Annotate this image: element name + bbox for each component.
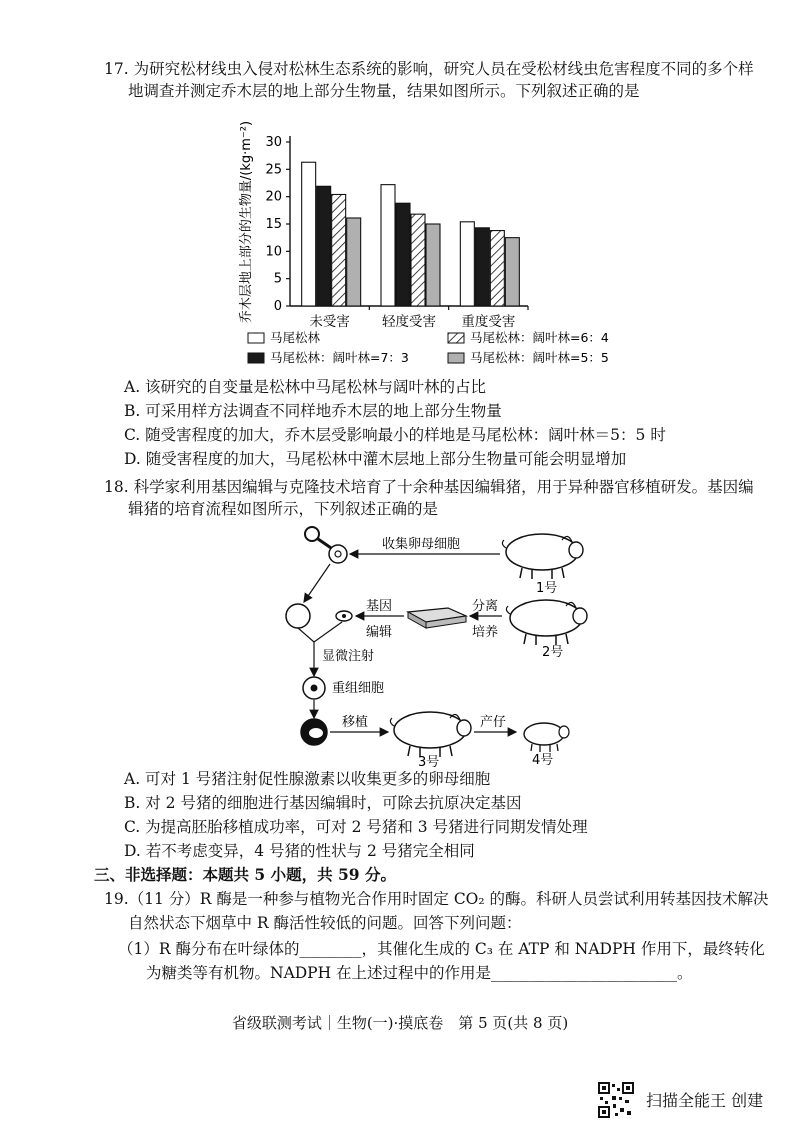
pig-3-icon [390, 712, 471, 757]
section-3-heading: 三、非选择题：本题共 5 小题，共 59 分。 [94, 865, 396, 884]
bar [460, 222, 474, 306]
bar [505, 238, 519, 306]
legend-swatch [448, 333, 464, 343]
bar [302, 162, 316, 306]
pig-2-label: 2号 [542, 645, 564, 660]
page-footer: 省级联测考试｜生物(一)·摸底卷 第 5 页(共 8 页) [231, 1014, 569, 1032]
collect-label: 收集卵母细胞 [382, 537, 461, 552]
y-axis-label-text: 乔木层地上部分的生物量/(kg·m⁻²) [239, 120, 254, 324]
gene-label-2: 编辑 [366, 625, 393, 640]
birth-label: 产仔 [480, 715, 507, 730]
bar [347, 218, 361, 306]
q18-option-b: B. 对 2 号猪的细胞进行基因编辑时，可除去抗原决定基因 [124, 794, 522, 812]
y-tick-label: 30 [265, 135, 282, 150]
legend-swatch [448, 353, 464, 363]
q19-part1-line2: 为糖类等有机物。NADPH 在上述过程中的作用是________________________。 [146, 964, 693, 982]
pig-4-label: 4号 [532, 753, 554, 768]
y-tick-label: 20 [265, 189, 282, 205]
bar [475, 228, 489, 306]
legend-label: 马尾松林：阔叶林=6：4 [470, 330, 609, 345]
pig-1-icon [502, 534, 583, 579]
y-tick-label: 10 [265, 244, 282, 260]
bar [396, 203, 410, 306]
pig-cloning-diagram [270, 520, 610, 768]
q17-stem-line2: 地调查并测定乔木层的地上部分生物量，结果如图所示。下列叙述正确的是 [128, 82, 640, 100]
culture-dish-icon [408, 608, 466, 628]
oocyte-icon [329, 545, 347, 563]
bar [426, 224, 440, 306]
y-tick-label: 5 [273, 271, 282, 287]
inject-label: 显微注射 [322, 649, 375, 664]
bar [381, 185, 395, 306]
legend-swatch [248, 353, 264, 363]
y-axis-label [238, 121, 254, 323]
y-tick-label: 25 [265, 162, 282, 178]
q17-option-a: A. 该研究的自变量是松林中马尾松林与阔叶林的占比 [124, 378, 487, 396]
legend-label: 马尾松林 [270, 330, 321, 345]
bar [411, 214, 425, 306]
x-tick-label: 轻度受害 [382, 314, 436, 330]
bar [490, 231, 504, 306]
donor-nucleus-icon [336, 611, 352, 621]
enucleated-oocyte-icon [286, 604, 310, 628]
x-tick-label: 未受害 [309, 314, 350, 330]
y-tick-label: 15 [265, 217, 282, 232]
pig-1-label: 1号 [536, 581, 558, 596]
pig-3-label: 3号 [418, 755, 440, 768]
pig-2-icon [506, 600, 587, 645]
scanner-watermark [598, 1080, 788, 1120]
q18-option-d: D. 若不考虑变异，4 号猪的性状与 2 号猪完全相同 [124, 842, 475, 860]
qr-code-icon [598, 1082, 634, 1118]
q17-option-c: C. 随受害程度的加大，乔木层受影响最小的样地是马尾松林：阔叶林＝5：5 时 [124, 426, 666, 444]
embryo-icon [301, 719, 327, 745]
x-tick-label: 重度受害 [461, 314, 516, 330]
transplant-label: 移植 [342, 715, 369, 730]
y-tick-label: 0 [273, 299, 282, 314]
recombinant-cell-icon [303, 677, 325, 699]
biomass-bar-chart [228, 104, 648, 382]
q17-option-b: B. 可采用样方法调查不同样地乔木层的地上部分生物量 [124, 402, 502, 420]
legend-swatch [248, 333, 264, 343]
pig-4-icon [524, 723, 569, 752]
q18-stem-line1: 18. 科学家利用基因编辑与克隆技术培育了十余种基因编辑猪，用于异种器官移植研发。基因编 [104, 478, 754, 496]
q18-option-c: C. 为提高胚胎移植成功率，可对 2 号猪和 3 号猪进行同期发情处理 [124, 818, 588, 836]
q19-part1-line1: （1）R 酶分布在叶绿体的________，其催化生成的 C₃ 在 ATP 和 NADPH 作用下，最终转化 [118, 940, 765, 958]
q19-stem-line2: 自然状态下烟草中 R 酶活性较低的问题。回答下列问题： [128, 914, 522, 932]
separate-label-1: 分离 [472, 599, 499, 614]
legend-label: 马尾松林：阔叶林=7：3 [270, 350, 409, 365]
separate-label-2: 培养 [472, 625, 499, 640]
bar [317, 186, 331, 306]
pipette-icon [305, 527, 334, 550]
gene-label-1: 基因 [366, 599, 393, 614]
bar [332, 194, 346, 306]
scanner-watermark-text: 扫描全能王 创建 [646, 1091, 764, 1110]
q17-stem-line1: 17. 为研究松材线虫入侵对松林生态系统的影响，研究人员在受松材线虫危害程度不同的多个样 [104, 60, 754, 78]
recombinant-label: 重组细胞 [332, 681, 385, 696]
q19-stem-line1: 19.（11 分）R 酶是一种参与植物光合作用时固定 CO₂ 的酶。科研人员尝试利用转基因技术解决 [104, 890, 769, 908]
q17-option-d: D. 随受害程度的加大，马尾松林中灌木层地上部分生物量可能会明显增加 [124, 450, 627, 468]
legend-label: 马尾松林：阔叶林=5：5 [470, 350, 609, 365]
q18-option-a: A. 可对 1 号猪注射促性腺激素以收集更多的卵母细胞 [124, 770, 491, 788]
q18-stem-line2: 辑猪的培育流程如图所示，下列叙述正确的是 [128, 500, 439, 518]
